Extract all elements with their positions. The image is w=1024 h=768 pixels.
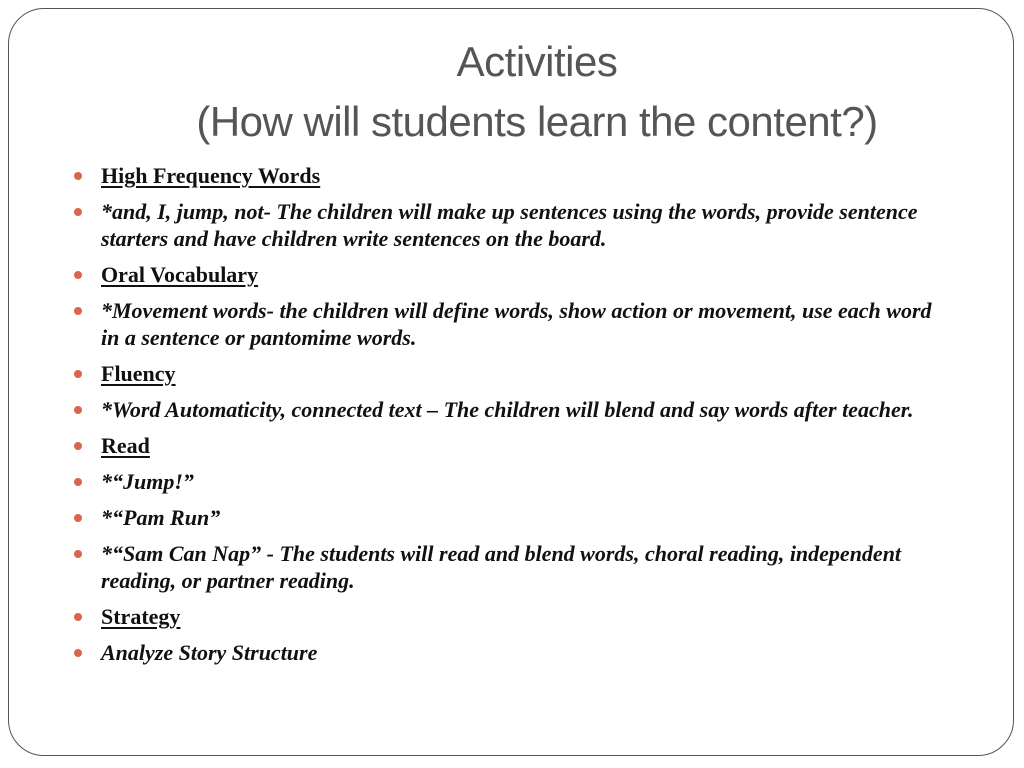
bullet-heading: Oral Vocabulary [101,262,259,287]
slide-title [40,32,1024,152]
bullet-dot-icon [74,370,82,378]
bullet-item-pam-run [74,504,954,531]
bullet-text: *Movement words- the children will define words, show action or movement, use each word in a sentence or pantomime words. [101,298,932,350]
bullet-text: Analyze Story Structure [101,640,318,665]
title-line-2: (How will students learn the content?) [196,98,878,145]
bullet-text: *“Jump!” [101,469,194,494]
bullet-dot-icon [74,406,82,414]
bullet-dot-icon [74,550,82,558]
bullet-dot-icon [74,478,82,486]
bullet-text: *“Sam Can Nap” - The students will read and blend words, choral reading, independent reading, or partner reading. [101,541,902,593]
bullet-dot-icon [74,514,82,522]
bullet-item-fluency-activity [74,396,954,423]
bullet-item-high-frequency-words [74,162,954,189]
bullet-heading: Strategy [101,604,181,629]
bullet-item-oral-vocabulary [74,261,954,288]
bullet-dot-icon [74,172,82,180]
bullet-item-analyze-story-structure [74,639,954,666]
bullet-dot-icon [74,307,82,315]
bullet-heading: Fluency [101,361,176,386]
bullet-item-strategy [74,603,954,630]
bullet-text: *“Pam Run” [101,505,221,530]
bullet-dot-icon [74,442,82,450]
bullet-item-vocabulary-activity [74,297,954,351]
bullet-dot-icon [74,271,82,279]
bullet-heading: High Frequency Words [101,163,321,188]
title-line-1: Activities [456,38,618,85]
bullet-list [74,162,954,675]
bullet-item-fluency [74,360,954,387]
bullet-dot-icon [74,208,82,216]
bullet-item-hfw-activity [74,198,954,252]
bullet-text: *and, I, jump, not- The children will make up sentences using the words, provide sentence starters and have children write sentences on the board. [101,199,918,251]
bullet-heading: Read [101,433,150,458]
bullet-text: *Word Automaticity, connected text – The children will blend and say words after teacher. [101,397,914,422]
bullet-item-sam-can-nap [74,540,954,594]
bullet-item-jump [74,468,954,495]
bullet-dot-icon [74,649,82,657]
bullet-item-read [74,432,954,459]
bullet-dot-icon [74,613,82,621]
